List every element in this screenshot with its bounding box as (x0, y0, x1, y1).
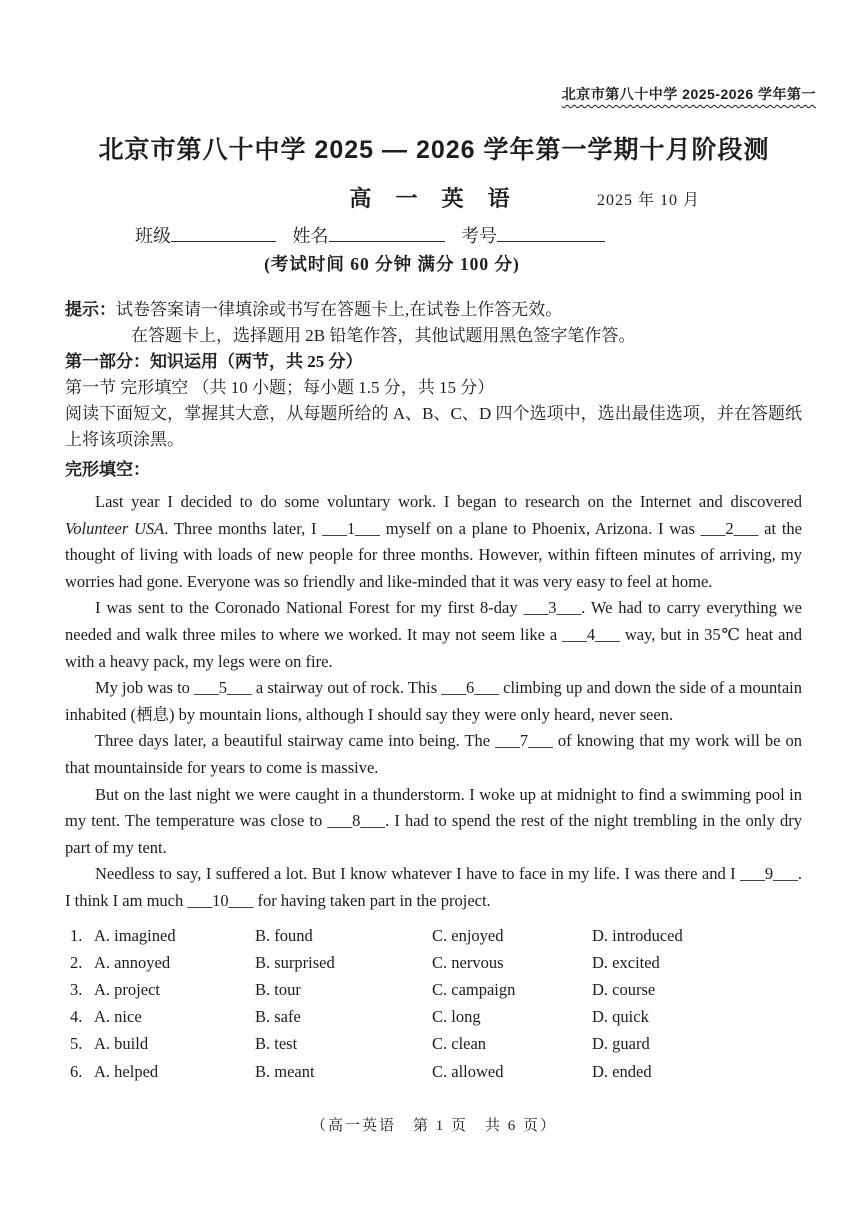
option-b: B. safe (255, 1007, 301, 1027)
student-info-row (135, 222, 617, 248)
option-a: A. helped (94, 1061, 159, 1081)
option-b: B. tour (255, 979, 301, 999)
option-d: D. ended (592, 1061, 652, 1081)
exam-number-field-line (497, 226, 605, 242)
question-row-2 (70, 949, 802, 976)
class-field (135, 226, 276, 246)
question-row-1 (70, 922, 802, 949)
question-number: 5. (70, 1034, 83, 1054)
passage-p1-pre: Last year I decided to do some voluntary work. I began to research on the Internet and discovered (95, 492, 802, 511)
question-number: 3. (70, 979, 83, 999)
option-b: B. found (255, 925, 313, 945)
passage-paragraph-2: I was sent to the Coronado National Forest for my first 8-day ___3___. We had to carry everything we needed and walk three miles to where we worked. It may not seem like a ___4___ way, but in 35℃ heat and with a heavy pack, my legs were on fire. (65, 598, 802, 671)
passage-paragraph-5: But on the last night we were caught in a thunderstorm. I woke up at midnight to find a swimming pool in my tent. The temperature was close to ___8___. I had to spend the rest of the night trembling in the only dry part of my tent. (65, 784, 802, 857)
subject-row (0, 182, 868, 212)
cloze-label: 完形填空： (65, 460, 150, 479)
option-a: A. nice (94, 1007, 142, 1027)
question-number: 1. (70, 925, 83, 945)
notice-text-1: 试卷答案请一律填涂或书写在答题卡上,在试卷上作答无效。 (116, 300, 563, 319)
option-c: C. long (432, 1007, 481, 1027)
question-number: 6. (70, 1061, 83, 1081)
option-a: A. project (94, 979, 160, 999)
option-d: D. quick (592, 1007, 649, 1027)
cloze-options-list (70, 922, 802, 1085)
class-field-line (171, 226, 276, 242)
option-b: B. surprised (255, 952, 335, 972)
cloze-passage (65, 489, 802, 915)
option-d: D. guard (592, 1034, 650, 1054)
question-number: 2. (70, 952, 83, 972)
passage-paragraph-1 (65, 489, 802, 595)
option-c: C. enjoyed (432, 925, 504, 945)
option-c: C. clean (432, 1034, 487, 1054)
option-a: A. imagined (94, 925, 176, 945)
option-d: D. course (592, 979, 656, 999)
page-footer: （高一英语 第 1 页 共 6 页） (310, 1118, 557, 1134)
question-row-6 (70, 1058, 802, 1085)
exam-info: (考试时间 60 分钟 满分 100 分) (264, 254, 520, 274)
passage-paragraph-6: Needless to say, I suffered a lot. But I know whatever I have to face in my life. I was there and I ___9___. I think I am much ___10___ for having taken part in the project. (65, 864, 802, 910)
passage-p1-italic: Volunteer USA (65, 518, 165, 538)
notice-line-1 (65, 297, 802, 323)
cloze-instructions: 阅读下面短文，掌握其大意，从每题所给的 A、B、C、D 四个选项中，选出最佳选项，并在答题纸上将该项涂黑。 (65, 404, 802, 449)
passage-paragraph-4: Three days later, a beautiful stairway came into being. The ___7___ of knowing that my work will be on that mountainside for years to come is massive. (65, 731, 802, 777)
exam-number-field (461, 226, 605, 246)
exam-number-field-label: 考号 (461, 226, 497, 246)
notice-line-2: 在答题卡上，选择题用 2B 铅笔作答，其他试题用黑色签字笔作答。 (131, 326, 636, 345)
option-c: C. nervous (432, 952, 504, 972)
option-c: C. campaign (432, 979, 516, 999)
corner-header: 北京市第八十中学 2025-2026 学年第一 (561, 86, 816, 102)
name-field (293, 226, 445, 246)
part1-heading: 第一部分：知识运用（两节，共 25 分） (65, 352, 363, 371)
subject-title: 高 一 英 语 (349, 186, 519, 211)
question-row-3 (70, 976, 802, 1003)
notice-label: 提示： (65, 300, 116, 319)
question-row-4 (70, 1003, 802, 1030)
option-d: D. excited (592, 952, 660, 972)
class-field-label: 班级 (135, 226, 171, 246)
exam-body (65, 297, 802, 1085)
passage-paragraph-3: My job was to ___5___ a stairway out of rock. This ___6___ climbing up and down the side of a mountain inhabited (栖息) by mountain lions, although I should say they were only heard, never seen. (65, 678, 802, 724)
question-number: 4. (70, 1007, 83, 1027)
name-field-line (329, 226, 445, 242)
exam-date: 2025 年 10 月 (596, 192, 700, 209)
name-field-label: 姓名 (292, 226, 329, 246)
option-b: B. meant (255, 1061, 315, 1081)
option-c: C. allowed (432, 1061, 504, 1081)
option-d: D. introduced (592, 925, 683, 945)
option-a: A. annoyed (94, 952, 171, 972)
option-a: A. build (94, 1034, 149, 1054)
section1-heading: 第一节 完形填空 （共 10 小题；每小题 1.5 分，共 15 分） (65, 378, 495, 397)
passage-p1-post: . Three months later, I ___1___ myself on a plane to Phoenix, Arizona. I was ___2___ at the thought of living with loads of new people for three months. However, within fifteen minutes of arriving, my worries had gone. Everyone was so friendly and like-minded that it was very easy to feel at home. (65, 518, 802, 591)
question-row-5 (70, 1030, 802, 1057)
option-b: B. test (255, 1034, 298, 1054)
exam-title: 北京市第八十中学 2025 — 2026 学年第一学期十月阶段测 (98, 136, 770, 164)
